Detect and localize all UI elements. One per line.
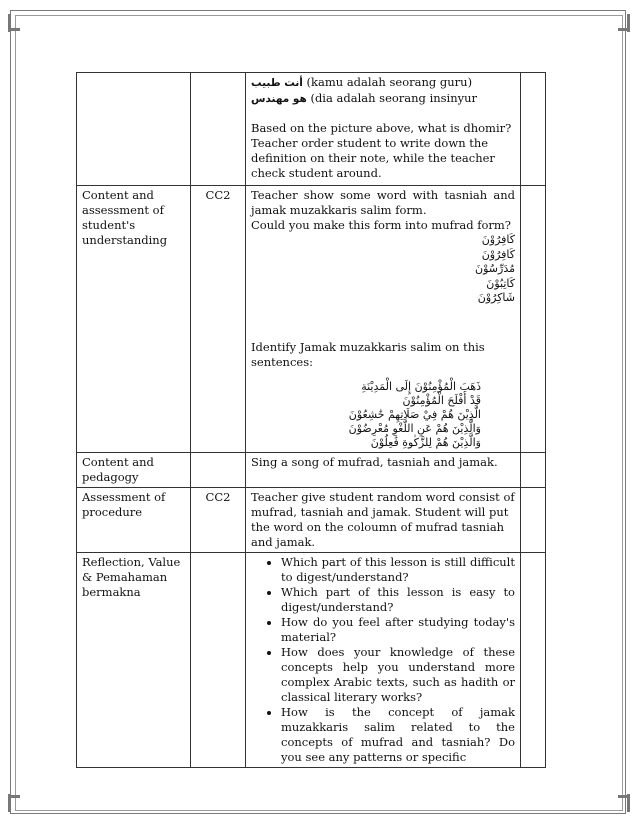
instruction-text: Teacher show some word with tasniah and jamak muzakkaris salim form.	[251, 188, 515, 217]
cell-activity	[246, 186, 521, 453]
corner-ornament	[618, 28, 630, 31]
arabic-word-list	[251, 233, 515, 306]
arabic-sentence-list	[251, 380, 515, 450]
translation-text: (kamu adalah seorang guru)	[306, 75, 473, 89]
cell-blank	[521, 186, 546, 453]
arabic-sentence: وَالَّذِيْنَ هُمْ عَنِ اللَّغْوِ مُعْرِضُوْنَ	[348, 421, 481, 435]
arabic-text: أنت طبيب	[251, 77, 303, 89]
corner-ornament	[618, 795, 630, 798]
cell-activity: Teacher give student random word consist of mufrad, tasniah and jamak. Student will put the word on the coloumn of mufrad tasniah and jamak.	[246, 487, 521, 552]
cell-activity	[246, 73, 521, 186]
cell-label	[77, 73, 191, 186]
table-row	[77, 452, 546, 487]
list-item: • How is the concept of jamak muzakkaris salim related to the concepts of mufrad and tasniah? Do you see any patterns or specific	[281, 705, 515, 765]
list-item: • Which part of this lesson is still difficult to digest/understand?	[281, 555, 515, 585]
arabic-sentence: وَالَّذِيْنَ هُمْ لِلزَّكٰوةِ فَٰعِلُوْنَ	[370, 435, 481, 449]
cell-label: Reflection, Value & Pemahaman bermakna	[77, 552, 191, 767]
cell-label: Content and pedagogy	[77, 452, 191, 487]
arabic-word: مُدَرِّسُوْنَ	[475, 262, 515, 275]
cell-code	[191, 73, 246, 186]
cell-code: CC2	[191, 186, 246, 453]
cell-blank	[521, 487, 546, 552]
table-row	[77, 487, 546, 552]
list-item: • How does your knowledge of these concepts help you understand more complex Arabic texts, such as hadith or classical literary works?	[281, 645, 515, 705]
list-item: • Which part of this lesson is easy to digest/understand?	[281, 585, 515, 615]
list-item: • How do you feel after studying today's material?	[281, 615, 515, 645]
table-row	[77, 552, 546, 767]
cell-code	[191, 452, 246, 487]
cell-blank	[521, 73, 546, 186]
cell-label: Assessment of procedure	[77, 487, 191, 552]
arabic-sentence: قَدْ أَفْلَحَ الْمُؤْمِنُوْنَ	[402, 393, 481, 407]
cell-blank	[521, 552, 546, 767]
cell-code: CC2	[191, 487, 246, 552]
cell-activity: Sing a song of mufrad, tasniah and jamak.	[246, 452, 521, 487]
arabic-sentence: ذَهَبَ الْمُؤْمِنُوْنَ إِلَى الْمَدِيْنَةِ	[361, 379, 481, 393]
arabic-text: هو مهندس	[251, 93, 307, 105]
question-text: Identify Jamak muzakkaris salim on this sentences:	[251, 339, 485, 369]
table-row	[77, 73, 546, 186]
table-row	[77, 186, 546, 453]
cell-blank	[521, 452, 546, 487]
question-text: Could you make this form into mufrad form?	[251, 218, 511, 232]
example-line	[251, 75, 515, 91]
arabic-sentence: الَّذِيْنَ هُمْ فِيْ صَلَاتِهِمْ خَٰشِعُوْنَ	[348, 407, 481, 421]
translation-text: (dia adalah seorang insinyur	[310, 91, 478, 105]
arabic-word: شَاكِرُوْنَ	[477, 291, 515, 304]
cell-activity	[246, 552, 521, 767]
reflection-list	[251, 555, 515, 765]
corner-ornament	[8, 795, 20, 798]
corner-ornament	[8, 28, 20, 31]
cell-code	[191, 552, 246, 767]
arabic-word: كَافِرُوْنَ	[481, 247, 515, 261]
cell-label: Content and assessment of student's understanding	[77, 186, 191, 453]
example-line	[251, 91, 515, 107]
lesson-plan-table	[76, 72, 546, 768]
arabic-word: كَافِرُوْنَ	[481, 233, 515, 246]
arabic-word: كَاتِبُوْنَ	[486, 276, 515, 290]
instruction-text: Based on the picture above, what is dhomir? Teacher order student to write down the definition on their note, while the teacher check student around.	[251, 121, 512, 180]
